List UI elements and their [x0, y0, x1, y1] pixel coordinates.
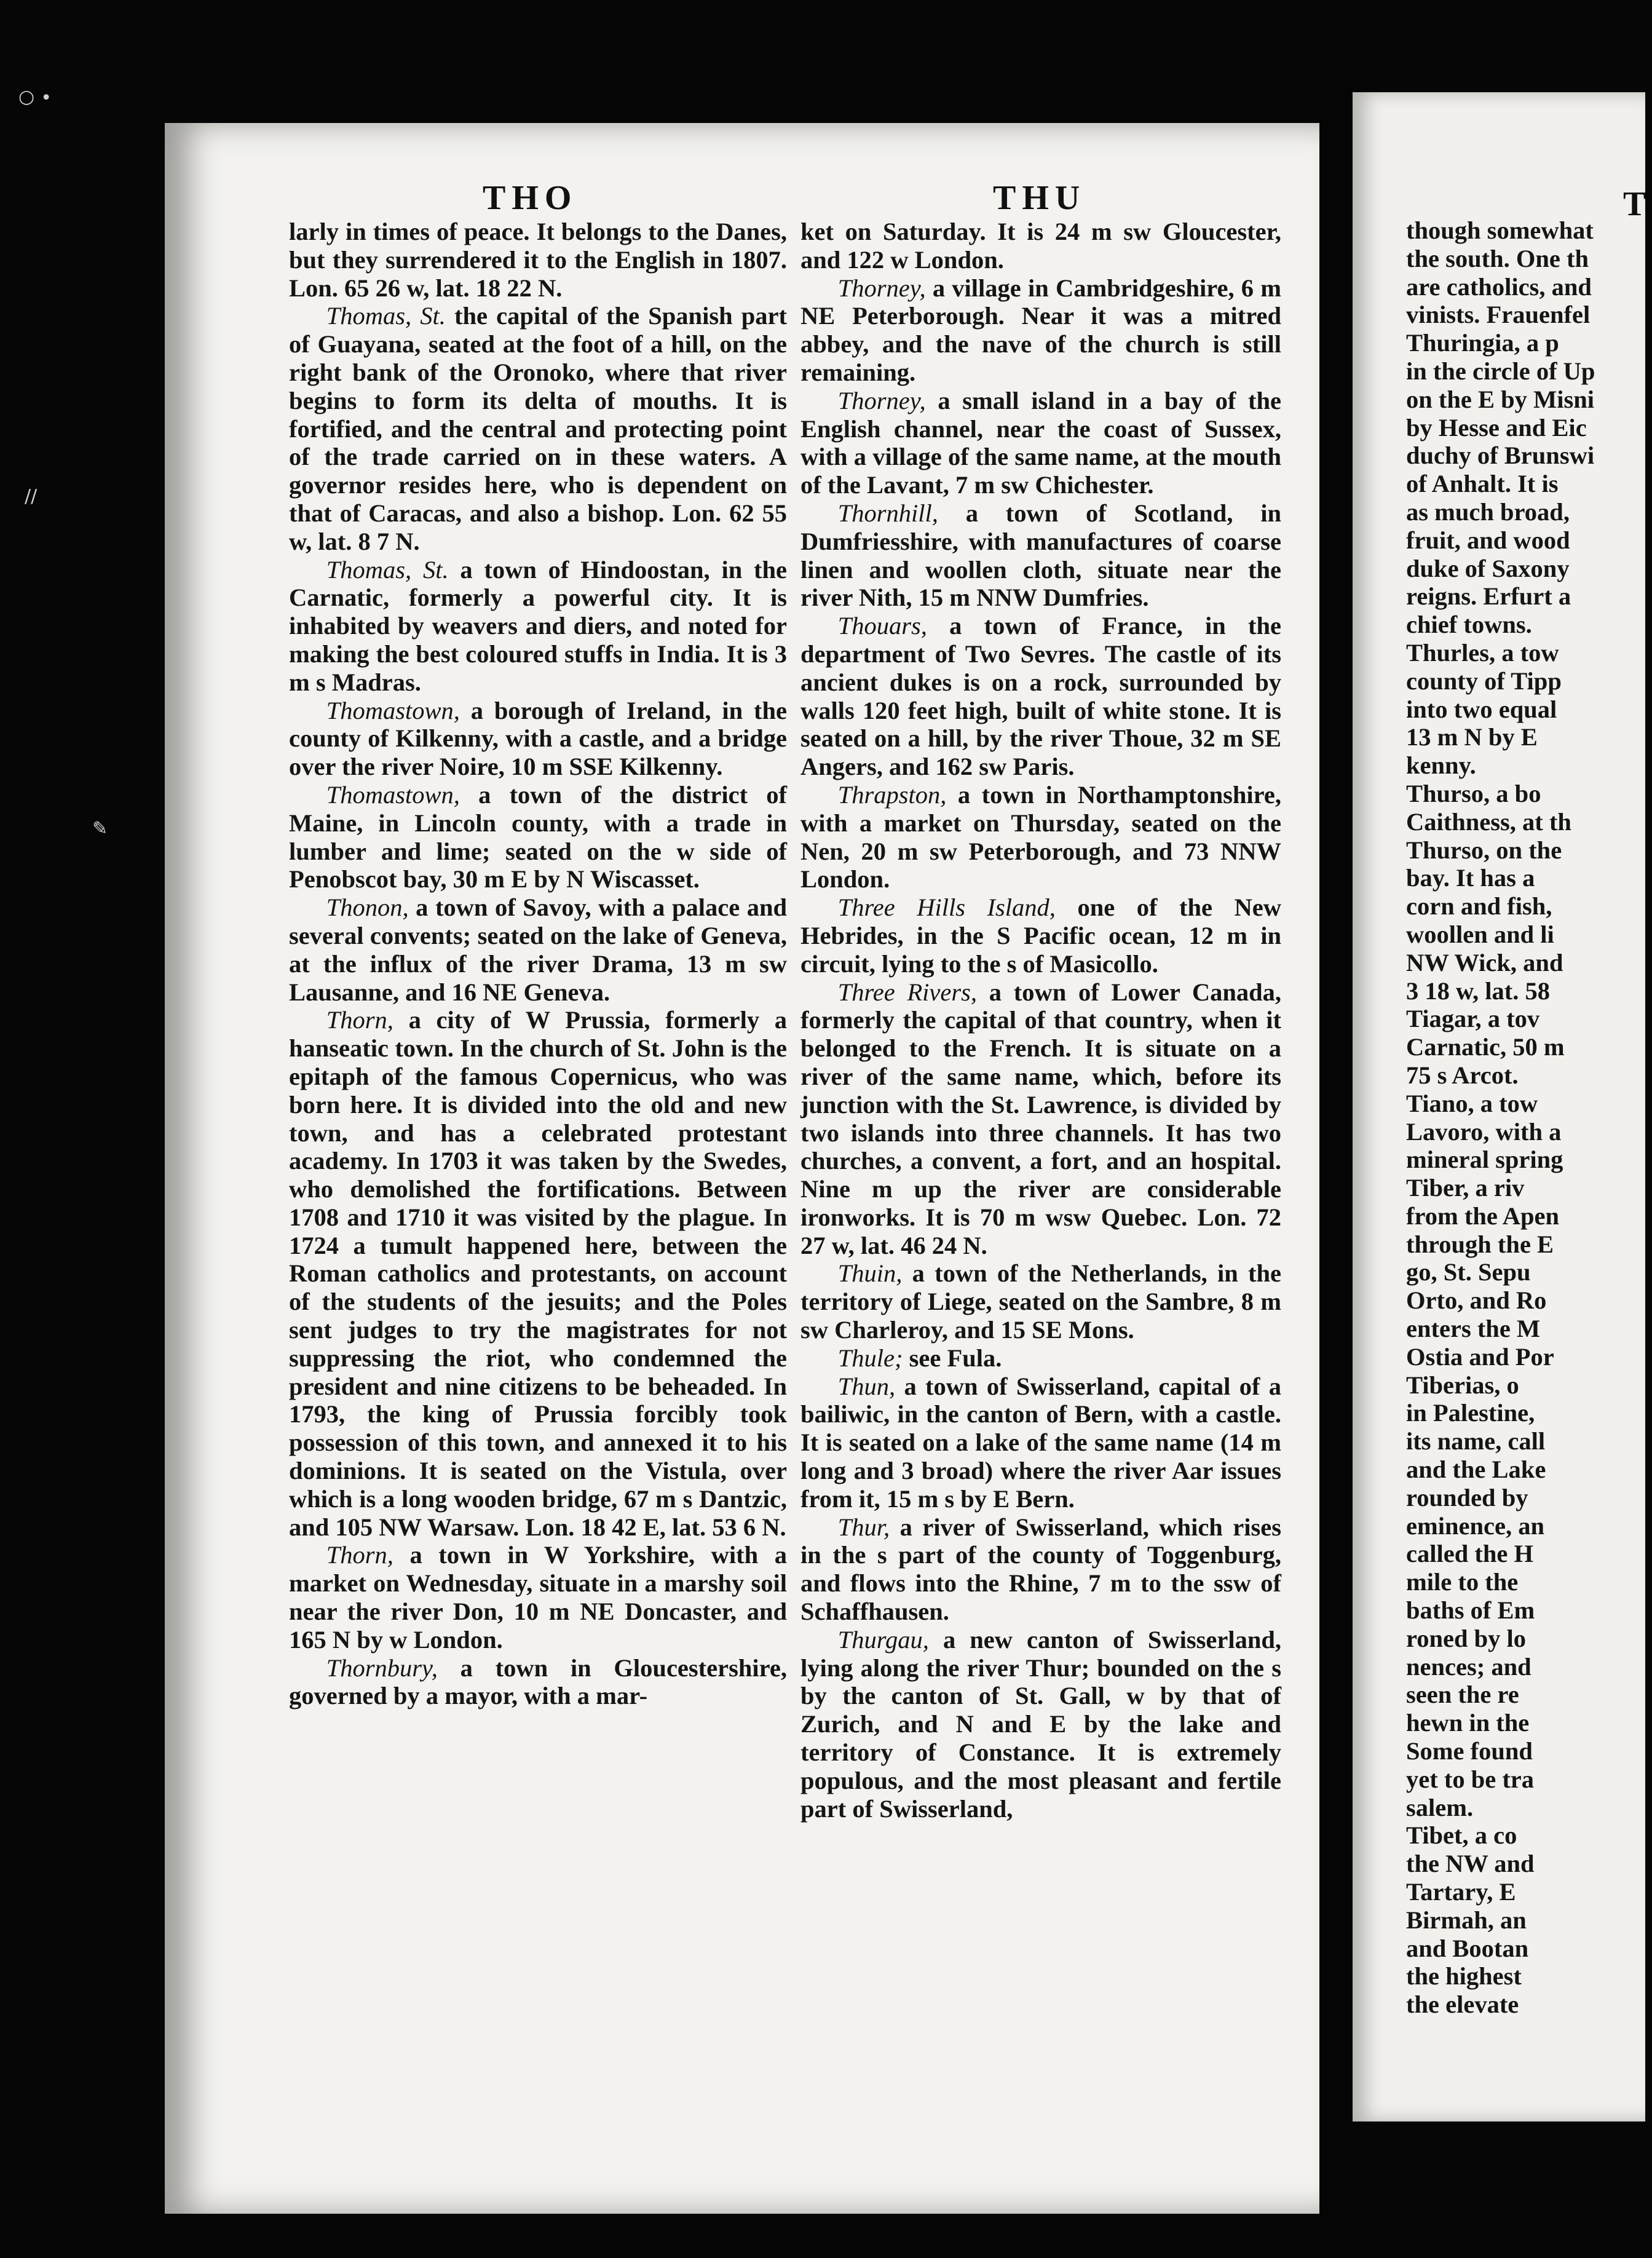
right-page-line: salem.	[1406, 1793, 1474, 1821]
entry-headword: Three Rivers,	[837, 978, 978, 1006]
entry-headword: Thorn,	[326, 1541, 393, 1569]
entry-text: a town of the Netherlands, in the territory of Liege, seated on the Sambre, 8 m sw Charleroy, and 15 SE Mons.	[800, 1259, 1281, 1344]
right-page-line: Caithness, at th	[1406, 807, 1571, 836]
right-page-line: mile to the	[1406, 1568, 1519, 1596]
right-page-line: eminence, an	[1406, 1511, 1544, 1540]
gazetteer-entry	[800, 218, 1281, 274]
entry-headword: Thorney,	[837, 274, 926, 302]
book-gutter	[1319, 0, 1353, 2258]
right-page-line: yet to be tra	[1406, 1765, 1535, 1793]
right-page-line: Thurles, a tow	[1406, 638, 1559, 667]
entry-text: larly in times of peace. It belongs to the Danes, but they surrendered it to the English in 1807. Lon. 65 26 w, lat. 18 22 N.	[289, 218, 787, 302]
right-page-line: Tiagar, a tov	[1406, 1005, 1540, 1033]
right-page-line: through the E	[1406, 1230, 1554, 1258]
right-page-line: 3 18 w, lat. 58	[1406, 976, 1551, 1005]
right-page-line: Tartary, E	[1406, 1878, 1516, 1906]
right-page-line: kenny.	[1406, 751, 1476, 780]
right-page-line: the south. One th	[1406, 244, 1589, 272]
gazetteer-entry	[800, 1513, 1281, 1626]
gazetteer-entry	[289, 781, 787, 893]
running-head-left: THO	[483, 179, 578, 217]
right-page-line: NW Wick, and	[1406, 948, 1563, 976]
gazetteer-entry	[800, 978, 1281, 1260]
right-page-line: of Anhalt. It is	[1406, 470, 1559, 498]
entry-text: a town in W Yorkshire, with a market on Wednesday, situate in a marshy soil near the river Don, 10 m NE Doncaster, and 165 N by w London.	[289, 1541, 787, 1654]
right-page-line: by Hesse and Eic	[1406, 413, 1587, 442]
entry-headword: Thomas, St.	[326, 555, 449, 584]
right-page-line: bay. It has a	[1406, 864, 1535, 892]
right-page-line: duke of Saxony	[1406, 554, 1570, 582]
margin-speck: ∕∕	[25, 486, 38, 507]
gazetteer-entry	[800, 893, 1281, 978]
right-page-running-head: T	[1623, 185, 1652, 223]
right-page-line: Thurso, on the	[1406, 836, 1562, 864]
entry-headword: Thorn,	[326, 1006, 393, 1034]
entry-text: a town of Savoy, with a palace and several convents; seated on the lake of Geneva, at the influx of the river Drama, 13 m sw Lausanne, and 16 NE Geneva.	[289, 893, 787, 1006]
gazetteer-entry	[800, 612, 1281, 781]
right-page-line: the highest	[1406, 1962, 1522, 1991]
right-page-line: nences; and	[1406, 1652, 1531, 1681]
entry-text: a town of the district of Maine, in Lincoln county, with a trade in lumber and lime; seated on the w side of Penobscot bay, 30 m E by N Wiscasset.	[289, 780, 787, 893]
entry-text: a new canton of Swisserland, lying along the river Thur; bounded on the s by the canton of St. Gall, w by that of Zurich, and N and E by the lake and territory of Constance. It is extremely populous, and the most pleasant and fertile part of Swisserland,	[800, 1625, 1281, 1823]
right-page-line: are catholics, and	[1406, 272, 1592, 301]
right-page-line: though somewhat	[1406, 216, 1594, 244]
right-page-line: chief towns.	[1406, 611, 1532, 639]
right-page-line: in Palestine,	[1406, 1399, 1535, 1427]
entry-headword: Thornhill,	[837, 499, 938, 527]
gazetteer-entry	[289, 1006, 787, 1541]
right-page-line: 75 s Arcot.	[1406, 1061, 1519, 1089]
entry-headword: Thonon,	[326, 893, 409, 922]
entry-headword: Thouars,	[837, 612, 927, 640]
right-page-line: Tiber, a riv	[1406, 1174, 1525, 1202]
right-page-line: Tibet, a co	[1406, 1821, 1517, 1850]
entry-headword: Thorney,	[837, 386, 926, 414]
right-page-line: Orto, and Ro	[1406, 1286, 1547, 1315]
right-page-line: vinists. Frauenfel	[1406, 301, 1591, 329]
right-page-line: go, St. Sepu	[1406, 1258, 1531, 1286]
right-page-line: county of Tipp	[1406, 667, 1562, 695]
entry-headword: Thur,	[837, 1513, 890, 1541]
right-page-text	[1406, 216, 1645, 2019]
gazetteer-entry	[800, 1373, 1281, 1513]
gazetteer-entry	[800, 274, 1281, 387]
right-page-line: seen the re	[1406, 1681, 1519, 1709]
right-page-line: baths of Em	[1406, 1596, 1535, 1625]
entry-headword: Thuin,	[837, 1259, 903, 1288]
right-page-line: into two equal	[1406, 695, 1557, 723]
right-page-line: Lavoro, with a	[1406, 1117, 1562, 1146]
entry-text: ket on Saturday. It is 24 m sw Gloucester, and 122 w London.	[800, 218, 1281, 274]
entry-headword: Thurgau,	[837, 1625, 929, 1654]
entry-text: a town of Scotland, in Dumfriesshire, with manufactures of coarse linen and woollen cloth, situate near the river Nith, 15 m NNW Dumfries.	[800, 499, 1281, 612]
entry-text: a town of Hindoostan, in the Carnatic, formerly a powerful city. It is inhabited by weavers and diers, and noted for making the best coloured stuffs in India. It is 3 m s Madras.	[289, 555, 787, 696]
right-page-line: the elevate	[1406, 1991, 1519, 2019]
entry-text: a town of Swisserland, capital of a bailiwic, in the canton of Bern, with a castle. It is seated on a lake of the same name (14 m long and 3 broad) where the river Aar issues from it, 15 m s by E Bern.	[800, 1372, 1281, 1513]
right-page-line: Thurso, a bo	[1406, 779, 1541, 807]
right-page-line: Tiberias, o	[1406, 1371, 1519, 1399]
right-page-line: the NW and	[1406, 1850, 1535, 1878]
right-page-line: on the E by Misni	[1406, 385, 1595, 413]
entry-text: a town of Lower Canada, formerly the capital of that country, when it belonged to the French. It is situate on a river of the same name, which, before its junction with the St. Lawrence, is divided by two islands into three channels. It has two churches, a convent, a fort, and an hospital. Nine m up the river are considerable ironworks. It is 70 m wsw Quebec. Lon. 72 27 w, lat. 46 24 N.	[800, 978, 1281, 1259]
right-page-line: enters the M	[1406, 1315, 1541, 1343]
gazetteer-entry	[800, 1344, 1281, 1373]
gazetteer-entry	[289, 1654, 787, 1711]
entry-text: a town of France, in the department of Two Sevres. The castle of its ancient dukes is on a rock, surrounded by walls 120 feet high, built of white stone. It is seated on a hill, by the river Thoue, 32 m SE Angers, and 162 sw Paris.	[800, 612, 1281, 781]
gazetteer-entry	[289, 556, 787, 697]
right-page-line: Carnatic, 50 m	[1406, 1033, 1565, 1061]
entry-text: see Fula.	[903, 1344, 1002, 1372]
right-page-line: roned by lo	[1406, 1624, 1527, 1652]
entry-headword: Thomas, St.	[326, 302, 446, 330]
gazetteer-entry	[289, 697, 787, 781]
gazetteer-entry	[289, 218, 787, 302]
gazetteer-entry	[800, 499, 1281, 612]
right-page-line: and Bootan	[1406, 1934, 1529, 1962]
right-page-line: Ostia and Por	[1406, 1342, 1554, 1371]
right-page-line: mineral spring	[1406, 1146, 1563, 1174]
column-right	[800, 218, 1281, 1823]
right-page-line: fruit, and wood	[1406, 526, 1570, 554]
entry-text: a small island in a bay of the English channel, near the coast of Sussex, with a village of the same name, at the mouth of the Lavant, 7 m sw Chichester.	[800, 386, 1281, 499]
right-page-line: 13 m N by E	[1406, 723, 1538, 751]
entry-text: a borough of Ireland, in the county of Kilkenny, with a castle, and a bridge over the river Noire, 10 m SSE Kilkenny.	[289, 696, 787, 781]
gazetteer-entry	[800, 387, 1281, 499]
entry-text: the capital of the Spanish part of Guayana, seated at the foot of a hill, on the right bank of the Oronoko, where that river begins to form its delta of mouths. It is fortified, and the central and protecting point of the trade carried on in these waters. A governor resides here, who is dependent on that of Caracas, and also a bishop. Lon. 62 55 w, lat. 8 7 N.	[289, 302, 787, 555]
gazetteer-entry	[289, 893, 787, 1006]
right-page-line: as much broad,	[1406, 497, 1570, 526]
gazetteer-entry	[289, 302, 787, 555]
right-page-line: Some found	[1406, 1737, 1533, 1765]
gazetteer-entry	[800, 1626, 1281, 1823]
entry-headword: Thornbury,	[326, 1654, 438, 1682]
right-page-line: in the circle of Up	[1406, 357, 1595, 385]
gazetteer-entry	[800, 781, 1281, 893]
margin-speck: ✎	[92, 818, 108, 839]
entry-text: a village in Cambridgeshire, 6 m NE Peterborough. Near it was a mitred abbey, and the nave of the church is still remaining.	[800, 274, 1281, 386]
entry-text: a city of W Prussia, formerly a hanseatic town. In the church of St. John is the epitaph of the famous Copernicus, who was born here. It is divided into the old and new town, and has a celebrated protestant academy. In 1703 it was taken by the Swedes, who demolished the fortifications. Between 1708 and 1710 it was visited by the plague. In 1724 a tumult happened here, between the Roman catholics and protestants, on account of the students of the jesuits; and the Poles sent judges to try the magistrates for not suppressing the riot, who condemned the president and nine citizens to be beheaded. In 1793, the king of Prussia forcibly took possession of this town, and annexed it to his dominions. It is seated on the Vistula, over which is a long wooden bridge, 67 m s Dantzic, and 105 NW Warsaw. Lon. 18 42 E, lat. 53 6 N.	[289, 1006, 787, 1541]
running-head-right: THU	[993, 179, 1086, 217]
right-page-line: and the Lake	[1406, 1456, 1546, 1484]
right-page-line: Birmah, an	[1406, 1906, 1527, 1934]
right-page-line: rounded by	[1406, 1483, 1528, 1511]
right-page-line: corn and fish,	[1406, 892, 1552, 921]
entry-headword: Three Hills Island,	[837, 893, 1056, 922]
gazetteer-entry	[289, 1541, 787, 1654]
right-page-line: hewn in the	[1406, 1709, 1530, 1737]
entry-text: a town in Northamptonshire, with a market on Thursday, seated on the Nen, 20 m sw Peterborough, and 73 NNW London.	[800, 780, 1281, 893]
entry-text: one of the New Hebrides, in the S Pacific ocean, 12 m in circuit, lying to the s of Masicollo.	[800, 893, 1281, 978]
margin-speck: ○ ∙	[18, 86, 52, 108]
right-page-line: reigns. Erfurt a	[1406, 582, 1571, 611]
right-page-line: woollen and li	[1406, 920, 1554, 948]
entry-text: a river of Swisserland, which rises in the s part of the county of Toggenburg, and flows into the Rhine, 7 m to the ssw of Schaffhausen.	[800, 1513, 1281, 1626]
right-page-line: its name, call	[1406, 1427, 1546, 1456]
column-left	[289, 218, 787, 1710]
entry-text: a town in Gloucestershire, governed by a mayor, with a mar-	[289, 1654, 787, 1710]
right-page-line: from the Apen	[1406, 1202, 1559, 1230]
right-page-line: called the H	[1406, 1540, 1533, 1568]
right-page-line: Thuringia, a p	[1406, 329, 1559, 357]
entry-headword: Thrapston,	[837, 780, 947, 809]
right-page-line: Tiano, a tow	[1406, 1089, 1538, 1117]
right-page-line: duchy of Brunswi	[1406, 442, 1595, 470]
entry-headword: Thule;	[837, 1344, 903, 1372]
entry-headword: Thun,	[837, 1372, 896, 1400]
gazetteer-entry	[800, 1259, 1281, 1344]
entry-headword: Thomastown,	[326, 780, 460, 809]
entry-headword: Thomastown,	[326, 696, 460, 724]
